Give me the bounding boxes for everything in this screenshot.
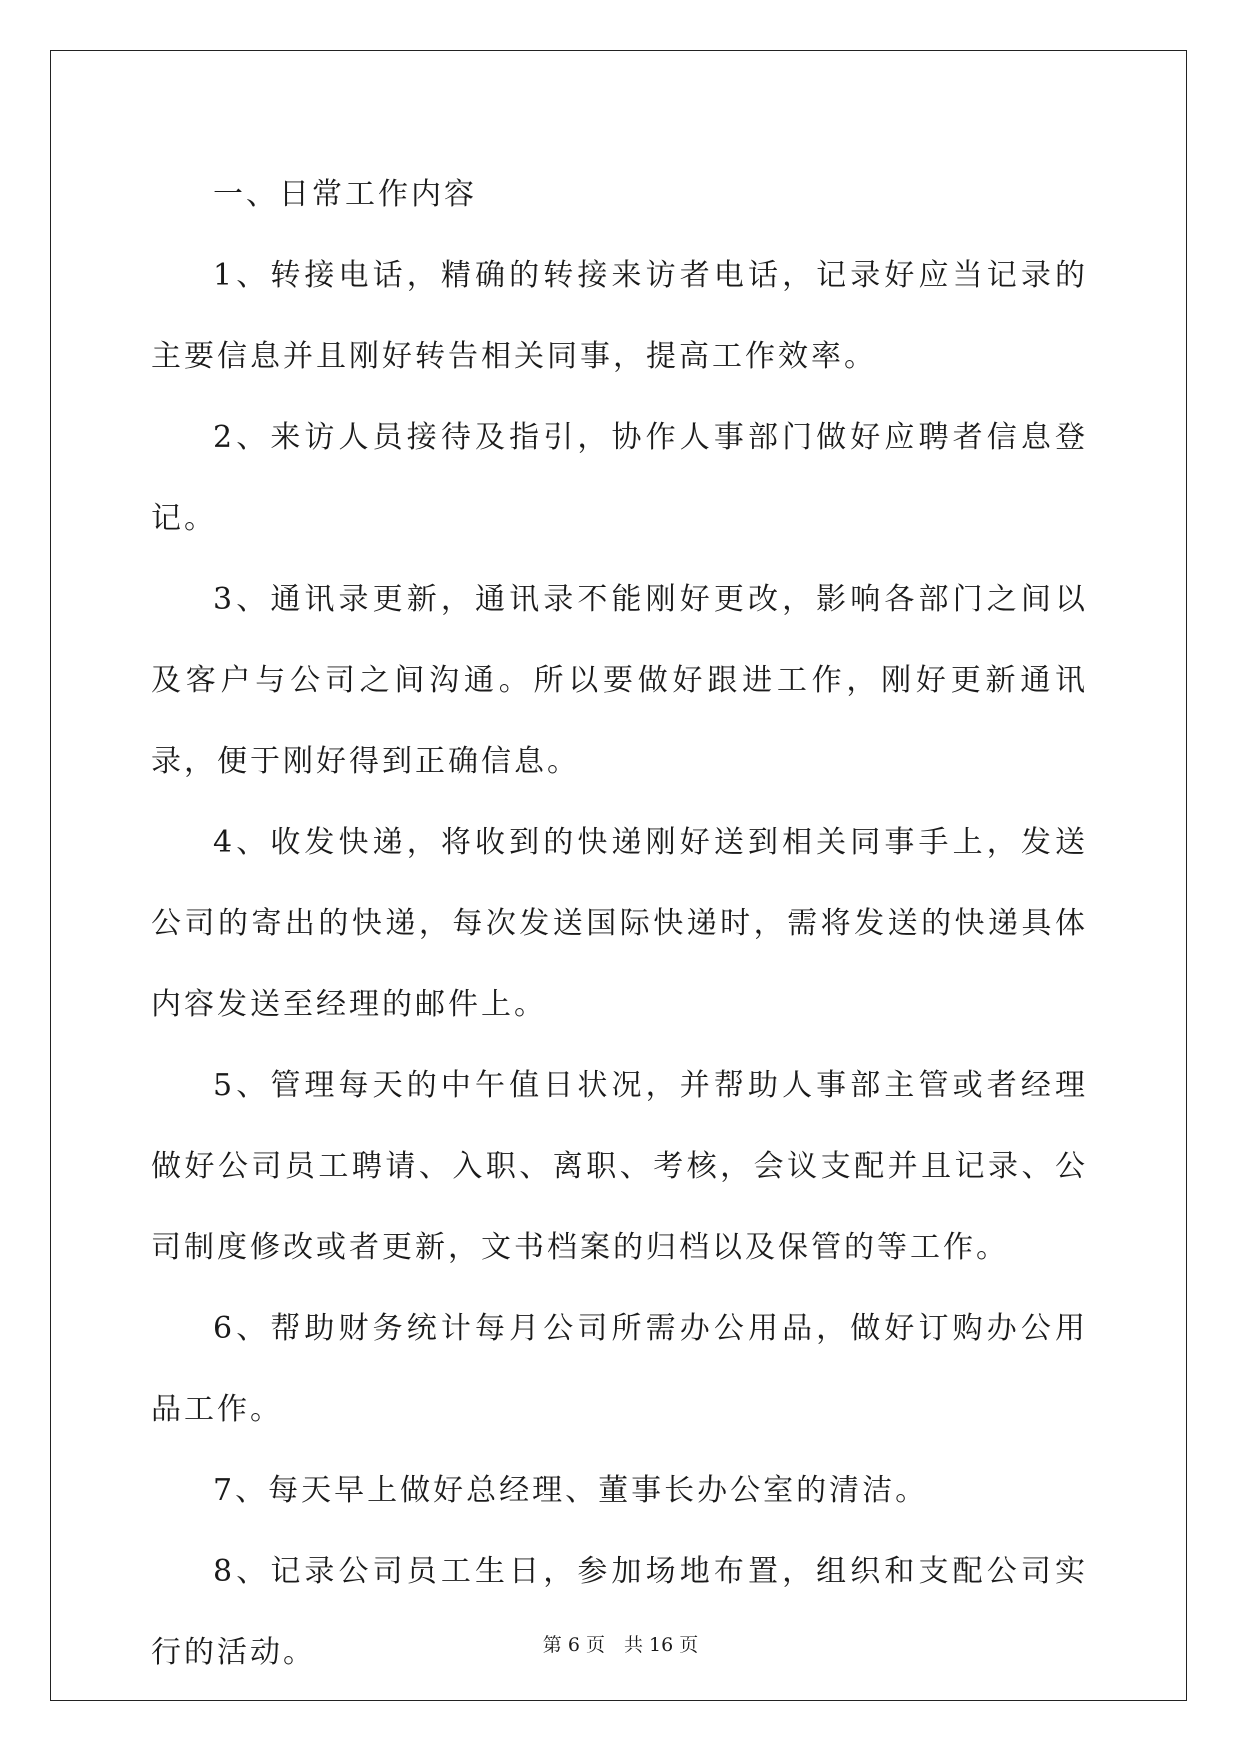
document-body [151,154,1088,1693]
paragraph-item-2: 2、来访人员接待及指引，协作人事部门做好应聘者信息登记。 [151,420,1088,536]
paragraph-item-6: 6、帮助财务统计每月公司所需办公用品，做好订购办公用品工作。 [151,1311,1088,1427]
paragraph-item-5: 5、管理每天的中午值日状况，并帮助人事部主管或者经理做好公司员工聘请、入职、离职、考核，会议支配并且记录、公司制度修改或者更新，文书档案的归档以及保管的等工作。 [151,1068,1088,1265]
paragraph-item-3: 3、通讯录更新，通讯录不能刚好更改，影响各部门之间以及客户与公司之间沟通。所以要做好跟进工作，刚好更新通讯录，便于刚好得到正确信息。 [151,582,1088,779]
paragraph-item-4: 4、收发快递，将收到的快递刚好送到相关同事手上，发送公司的寄出的快递，每次发送国际快递时，需将发送的快递具体内容发送至经理的邮件上。 [151,825,1088,1022]
page-number-footer: 第 6 页 共 16 页 [542,1634,699,1656]
paragraph-item-8: 8、记录公司员工生日，参加场地布置，组织和支配公司实行的活动。 [151,1554,1088,1670]
section-heading: 一、日常工作内容 [213,177,477,212]
paragraph-item-1: 1、转接电话，精确的转接来访者电话，记录好应当记录的主要信息并且刚好转告相关同事，提高工作效率。 [151,258,1088,374]
paragraph-item-7: 7、每天早上做好总经理、董事长办公室的清洁。 [213,1473,929,1508]
